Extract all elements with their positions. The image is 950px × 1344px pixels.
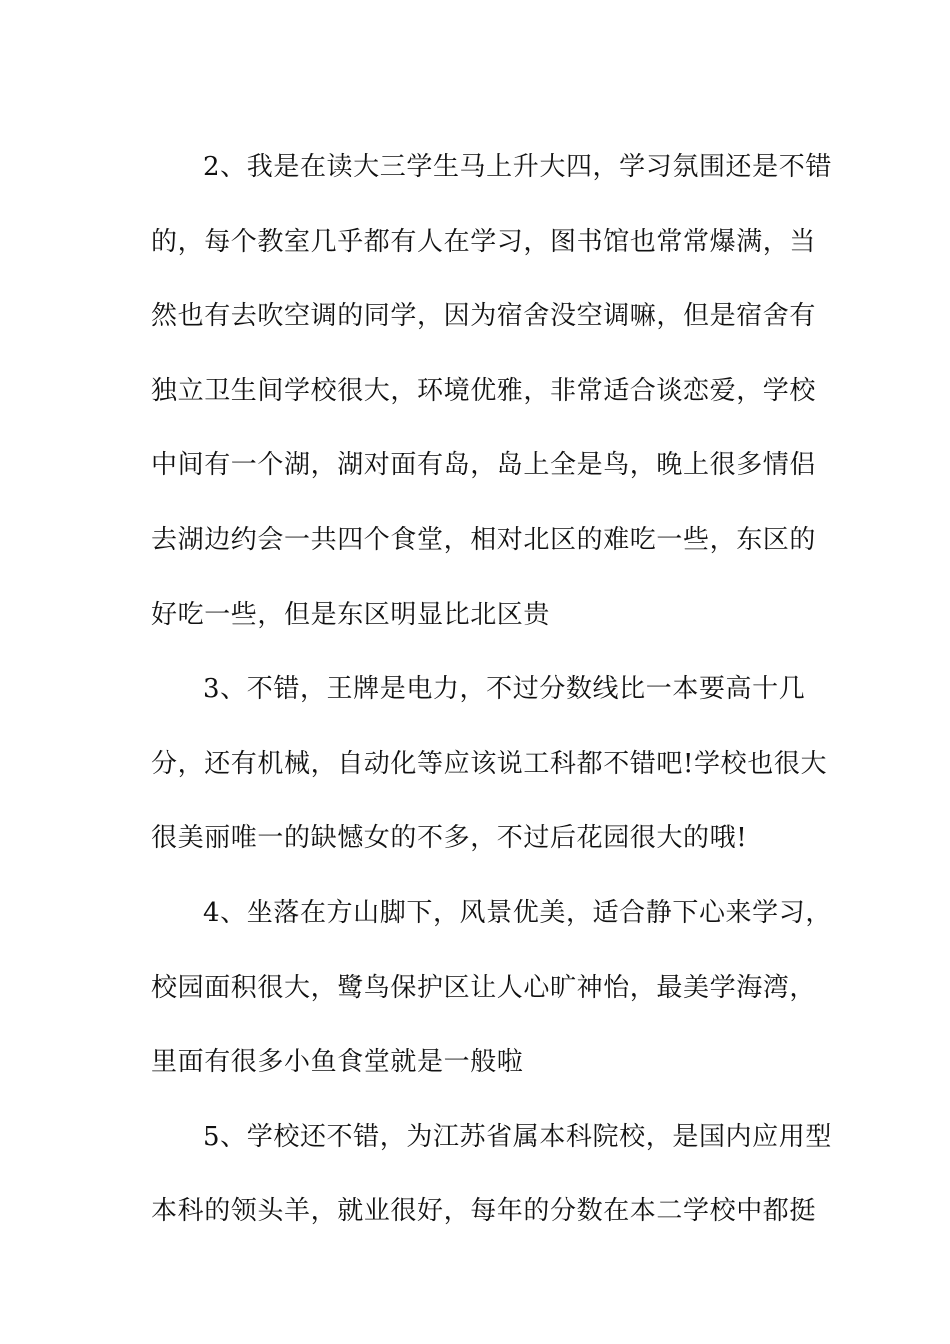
paragraph-4-line-1: 4、坐落在方山脚下，风景优美，适合静下心来学习， <box>203 897 832 928</box>
paragraph-2-line-5: 中间有一个湖，湖对面有岛，岛上全是鸟，晚上很多情侣 <box>151 450 817 481</box>
paragraph-5-line-2: 本科的领头羊，就业很好，每年的分数在本二学校中都挺 <box>151 1196 817 1227</box>
paragraph-2-line-7: 好吃一些，但是东区明显比北区贵 <box>151 599 551 630</box>
paragraph-4-line-3: 里面有很多小鱼食堂就是一般啦 <box>151 1047 524 1078</box>
paragraph-2-line-1: 2、我是在读大三学生马上升大四，学习氛围还是不错 <box>203 152 832 182</box>
paragraph-3-line-3: 很美丽唯一的缺憾女的不多，不过后花园很大的哦! <box>151 823 748 854</box>
paragraph-2-line-6: 去湖边约会一共四个食堂，相对北区的难吃一些，东区的 <box>151 524 817 555</box>
paragraph-2-line-2: 的，每个教室几乎都有人在学习，图书馆也常常爆满，当 <box>151 226 817 257</box>
paragraph-3-line-1: 3、不错，王牌是电力，不过分数线比一本要高十几 <box>203 674 806 705</box>
paragraph-5-line-1: 5、学校还不错，为江苏省属本科院校，是国内应用型 <box>203 1121 832 1152</box>
paragraph-2-line-3: 然也有去吹空调的同学，因为宿舍没空调嘛，但是宿舍有 <box>151 301 817 332</box>
paragraph-2-line-4: 独立卫生间学校很大，环境优雅，非常适合谈恋爱，学校 <box>151 375 817 406</box>
paragraph-4-line-2: 校园面积很大，鹭鸟保护区让人心旷神怡，最美学海湾， <box>151 972 817 1003</box>
paragraph-3-line-2: 分，还有机械，自动化等应该说工科都不错吧!学校也很大 <box>151 748 828 779</box>
document-body <box>151 130 832 1249</box>
